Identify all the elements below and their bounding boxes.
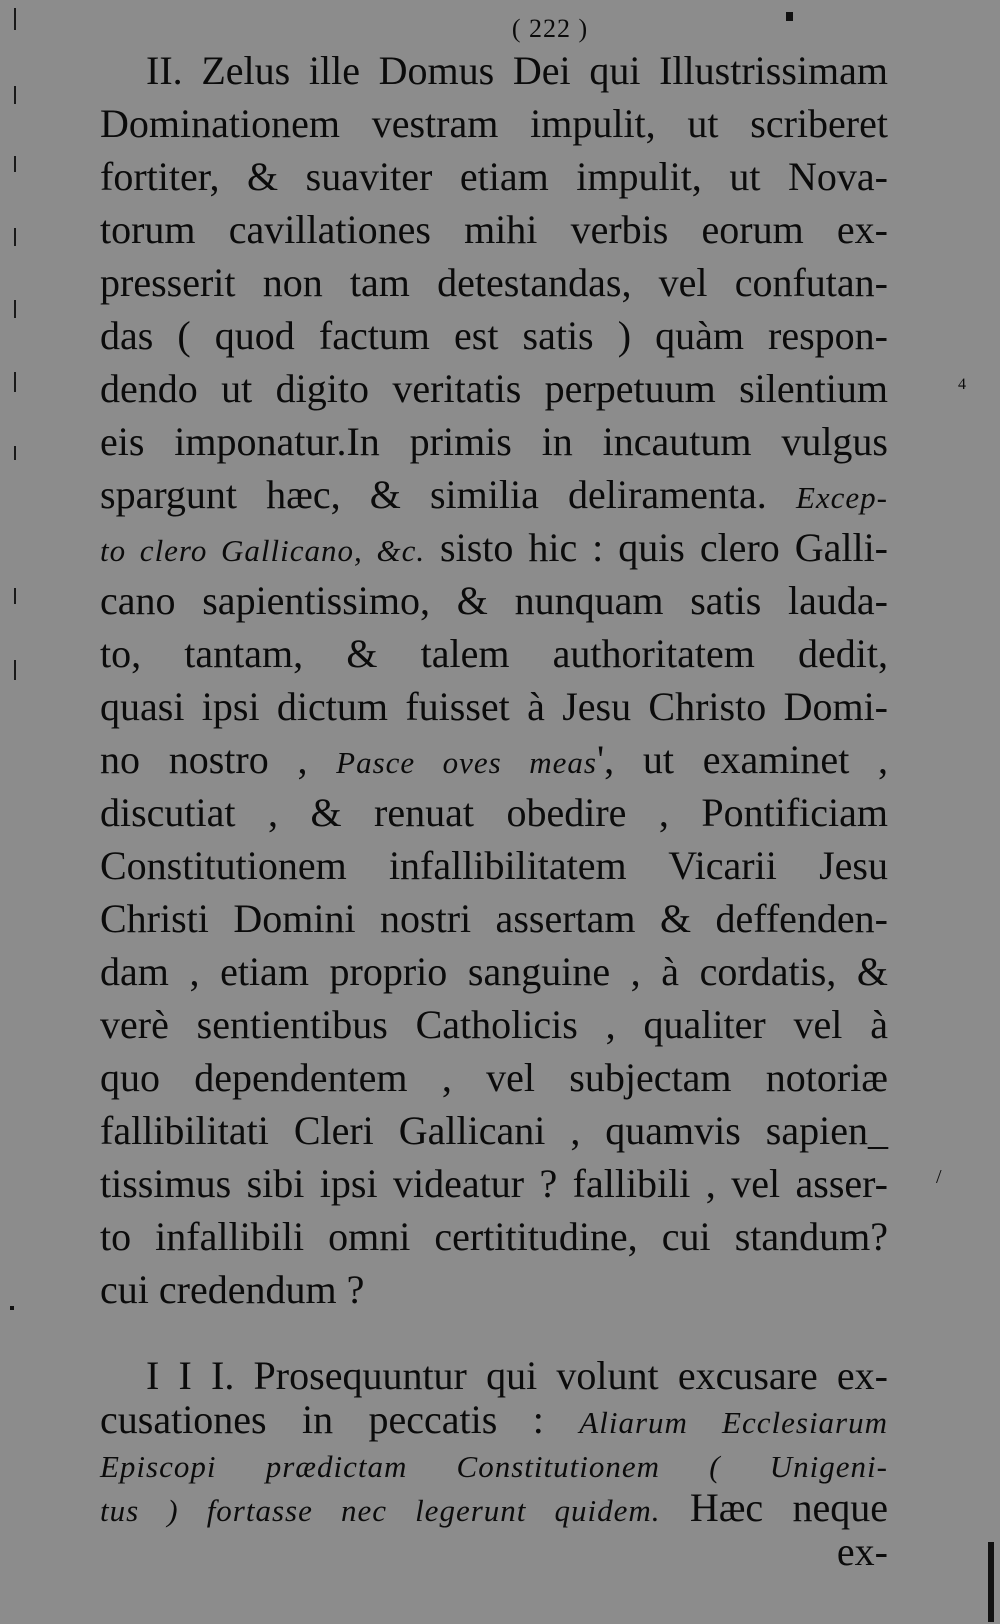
marginal-note: 4 bbox=[958, 376, 966, 393]
text-line bbox=[100, 1442, 888, 1486]
text-line bbox=[100, 945, 888, 998]
text-line bbox=[100, 1104, 888, 1157]
italic-text: Excep- bbox=[795, 480, 888, 515]
text-line bbox=[100, 256, 888, 309]
left-margin-mark bbox=[14, 660, 16, 680]
text-line bbox=[100, 1157, 888, 1210]
line-text: Constitutionem infallibilitatem Vicarii Jesu bbox=[100, 843, 888, 888]
line-text: verè sentientibus Catholicis , qualiter vel à bbox=[100, 1002, 888, 1047]
text-line bbox=[100, 362, 888, 415]
text-line bbox=[100, 998, 888, 1051]
line-text: to, tantam, & talem authoritatem dedit, bbox=[100, 631, 888, 676]
line-text: dendo ut digito veritatis perpetuum silentium bbox=[100, 366, 888, 411]
line-text: to infallibili omni certititudine, cui standum? bbox=[100, 1214, 888, 1259]
italic-text: Aliarum Ecclesiarum bbox=[579, 1405, 889, 1440]
left-margin-mark bbox=[14, 446, 16, 460]
italic-text: to clero Gallicano, &c. bbox=[100, 533, 426, 568]
line-text: torum cavillationes mihi verbis eorum ex- bbox=[100, 207, 888, 252]
line-text: fortiter, & suaviter etiam impulit, ut Nova- bbox=[100, 154, 888, 199]
text-line bbox=[100, 1398, 888, 1442]
text-line bbox=[100, 1354, 888, 1398]
text-line bbox=[100, 468, 888, 521]
line-text: presserit non tam detestandas, vel confutan- bbox=[100, 260, 888, 305]
line-text: I I I. Prosequuntur qui volunt excusare ex- bbox=[146, 1353, 888, 1398]
text-line bbox=[100, 1530, 888, 1574]
text-line bbox=[100, 150, 888, 203]
page-edge-mark bbox=[988, 1542, 994, 1622]
line-text: ', ut examinet , bbox=[596, 737, 889, 782]
paragraph-ii bbox=[100, 44, 888, 1316]
marginal-note: / bbox=[936, 1166, 942, 1188]
left-margin-mark bbox=[14, 156, 16, 172]
line-text: fallibilitati Cleri Gallicani , quamvis sapien_ bbox=[100, 1108, 888, 1153]
line-text: quo dependentem , vel subjectam notoriæ bbox=[100, 1055, 888, 1100]
left-margin-mark bbox=[14, 588, 16, 604]
line-text: II. Zelus ille Domus Dei qui Illustrissimam bbox=[146, 48, 888, 93]
line-text: Hæc neque bbox=[660, 1485, 888, 1530]
line-text: no nostro , bbox=[100, 737, 337, 782]
italic-text: Episcopi prædictam Constitutionem ( Unigeni- bbox=[100, 1449, 888, 1484]
line-text: cano sapientissimo, & nunquam satis lauda- bbox=[100, 578, 888, 623]
ink-speck bbox=[10, 1306, 14, 1310]
text-line bbox=[100, 892, 888, 945]
line-text: das ( quod factum est satis ) quàm respon- bbox=[100, 313, 888, 358]
text-line bbox=[100, 44, 888, 97]
left-margin-mark bbox=[14, 300, 16, 318]
italic-text: tus ) fortasse nec legerunt quidem. bbox=[100, 1493, 661, 1528]
left-margin-mark bbox=[14, 86, 16, 104]
line-text: dam , etiam proprio sanguine , à cordatis, & bbox=[100, 949, 888, 994]
left-margin-mark bbox=[14, 228, 16, 246]
line-text: discutiat , & renuat obedire , Pontificiam bbox=[100, 790, 888, 835]
line-text: quasi ipsi dictum fuisset à Jesu Christo Domi- bbox=[100, 684, 888, 729]
text-line bbox=[100, 97, 888, 150]
text-line bbox=[100, 521, 888, 574]
line-text: cusationes in peccatis : bbox=[100, 1397, 580, 1442]
text-line bbox=[100, 1210, 888, 1263]
text-line bbox=[100, 680, 888, 733]
text-line bbox=[100, 1486, 888, 1530]
text-line bbox=[100, 733, 888, 786]
line-text: Dominationem vestram impulit, ut scriberet bbox=[100, 101, 888, 146]
text-line bbox=[100, 1051, 888, 1104]
text-line bbox=[100, 574, 888, 627]
text-line bbox=[100, 1263, 888, 1316]
line-text: sisto hic : quis clero Galli- bbox=[425, 525, 889, 570]
line-text: Christi Domini nostri assertam & deffenden- bbox=[100, 896, 888, 941]
text-line bbox=[100, 627, 888, 680]
line-text: spargunt hæc, & similia deliramenta. bbox=[100, 472, 796, 517]
text-line bbox=[100, 415, 888, 468]
page-number: ( 222 ) bbox=[511, 14, 589, 43]
text-line bbox=[100, 786, 888, 839]
line-text: ex- bbox=[836, 1529, 888, 1574]
line-text: tissimus sibi ipsi videatur ? fallibili , vel asser- bbox=[100, 1161, 888, 1206]
left-margin-mark bbox=[14, 372, 16, 392]
line-text: cui credendum ? bbox=[100, 1267, 365, 1312]
italic-text: Pasce oves meas bbox=[336, 745, 597, 780]
text-line bbox=[100, 839, 888, 892]
line-text: eis imponatur.In primis in incautum vulgus bbox=[100, 419, 888, 464]
paragraph-iii bbox=[100, 1354, 888, 1574]
text-line bbox=[100, 309, 888, 362]
text-line bbox=[100, 203, 888, 256]
